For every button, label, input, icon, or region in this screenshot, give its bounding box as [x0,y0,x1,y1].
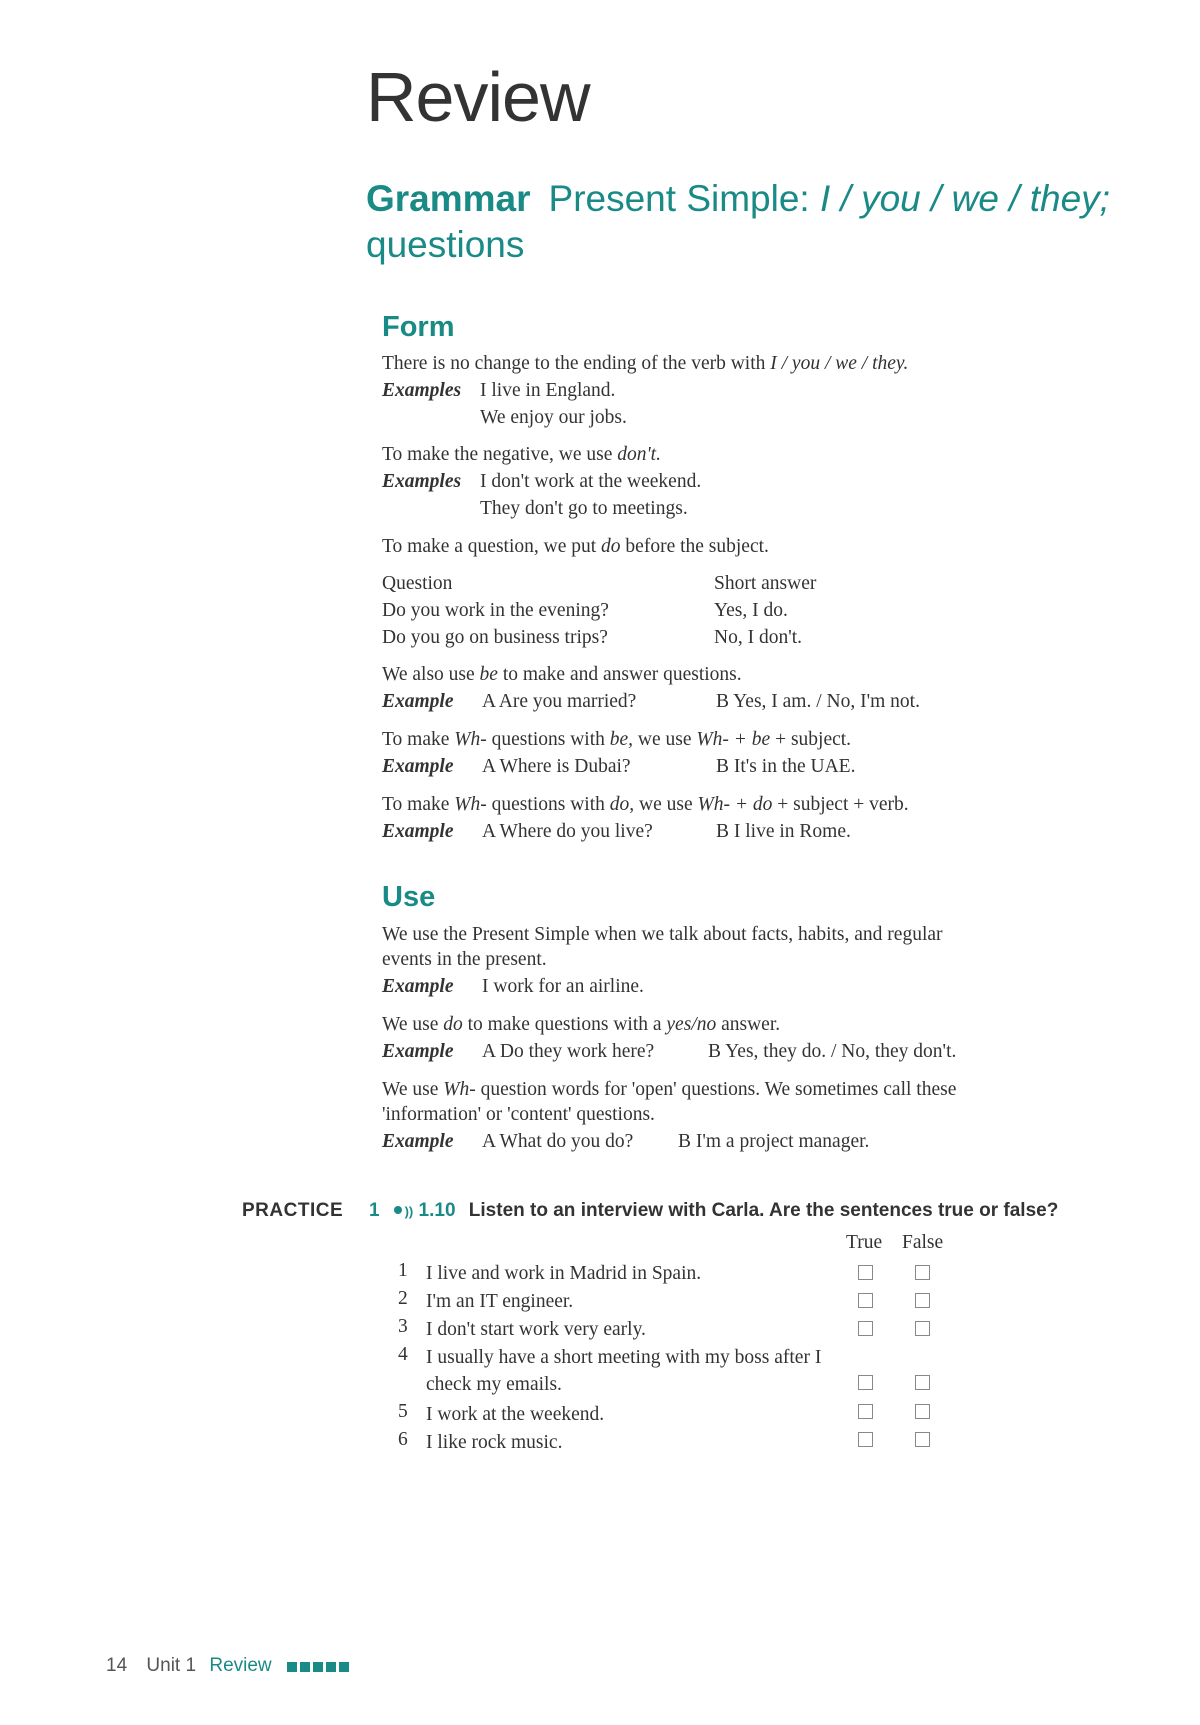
false-column-header: False [902,1232,944,1253]
form-question-intro: To make a question, we put do before the subject. [382,536,769,557]
grammar-label: Grammar [366,178,531,219]
form-examples-2: Examples I don't work at the weekend. [382,471,702,492]
true-checkbox[interactable] [858,1293,873,1308]
footer-section: Review [209,1655,272,1676]
examples-label: Examples [382,471,462,492]
form-wh-do-example: Example A Where do you live? B I live in Rome. [382,821,851,842]
page-number: 14 [106,1655,128,1676]
progress-squares-icon [287,1656,352,1678]
table-row: Do you work in the evening? Yes, I do. [382,600,788,621]
form-wh-be-example: Example A Where is Dubai? B It's in the UAE. [382,756,856,777]
grammar-heading [366,176,1126,268]
item-number: 2 [398,1288,408,1309]
page-title: Review [366,58,590,136]
form-heading: Form [382,311,455,343]
item-number: 1 [398,1260,408,1281]
question-table-header: Question Short answer [382,573,817,594]
use-paragraph-line: events in the present. [382,949,547,970]
false-checkbox[interactable] [915,1265,930,1280]
true-column-header: True [846,1232,883,1253]
practice-instruction: 1 )) 1.10 Listen to an interview with Carla. Are the sentences true or false? [369,1200,1059,1221]
list-item: I'm an IT engineer. [426,1291,574,1312]
list-item: I live and work in Madrid in Spain. [426,1263,702,1284]
use-section [382,921,1102,1171]
example-label: Example [382,1041,454,1062]
true-checkbox[interactable] [858,1432,873,1447]
form-examples-1: Examples I live in England. [382,380,616,401]
practice-label: PRACTICE [242,1200,344,1221]
form-section [382,350,1102,870]
form-wh-be-intro: To make Wh- questions with be, we use Wh- + be + subject. [382,729,852,750]
form-be-intro: We also use be to make and answer questions. [382,664,742,685]
use-paragraph-2: We use do to make questions with a yes/no answer. [382,1014,781,1035]
false-checkbox[interactable] [915,1404,930,1419]
form-wh-do-intro: To make Wh- questions with do, we use Wh- + do + subject + verb. [382,794,909,815]
list-item: I work at the weekend. [426,1404,605,1425]
example-label: Example [382,756,454,777]
examples-label: Examples [382,380,462,401]
false-checkbox[interactable] [915,1432,930,1447]
footer-unit: Unit 1 [146,1655,197,1676]
true-checkbox[interactable] [858,1321,873,1336]
true-checkbox[interactable] [858,1404,873,1419]
exercise-number: 1 [369,1200,380,1221]
use-example-2: Example A Do they work here? B Yes, they do. / No, they don't. [382,1041,957,1062]
form-be-example: Example A Are you married? B Yes, I am. / No, I'm not. [382,691,920,712]
form-negative-intro: To make the negative, we use don't. [382,444,661,465]
list-item: I usually have a short meeting with my boss after I check my emails. [426,1347,822,1395]
example-label: Example [382,691,454,712]
audio-track[interactable]: 1.10 [418,1200,456,1221]
false-checkbox[interactable] [915,1321,930,1336]
use-paragraph-line: 'information' or 'content' questions. [382,1104,655,1125]
true-checkbox[interactable] [858,1265,873,1280]
form-intro: There is no change to the ending of the verb with I / you / we / they. [382,353,909,374]
speaker-icon[interactable] [394,1206,402,1214]
item-number: 4 [398,1344,408,1365]
example-label: Example [382,1131,454,1152]
form-example-line: We enjoy our jobs. [480,407,627,428]
list-item: I don't start work very early. [426,1319,646,1340]
grammar-topic-italic: I / you / we / they; [819,178,1110,219]
false-checkbox[interactable] [915,1375,930,1390]
form-example-line: They don't go to meetings. [480,498,688,519]
item-number: 3 [398,1316,408,1337]
use-example-1: Example I work for an airline. [382,976,644,997]
grammar-topic: Present Simple: [548,178,820,219]
use-heading: Use [382,881,436,913]
false-checkbox[interactable] [915,1293,930,1308]
use-example-3: Example A What do you do? B I'm a project manager. [382,1131,870,1152]
item-number: 5 [398,1401,408,1422]
use-paragraph-line: We use the Present Simple when we talk about facts, habits, and regular [382,924,943,945]
table-row: Do you go on business trips? No, I don't. [382,627,803,648]
use-paragraph-3: We use Wh- question words for 'open' questions. We sometimes call these [382,1079,957,1100]
page-footer [106,1655,352,1678]
list-item: I like rock music. [426,1432,563,1453]
example-label: Example [382,976,454,997]
example-label: Example [382,821,454,842]
true-checkbox[interactable] [858,1375,873,1390]
grammar-topic-line2: questions [366,224,525,265]
item-number: 6 [398,1429,408,1450]
